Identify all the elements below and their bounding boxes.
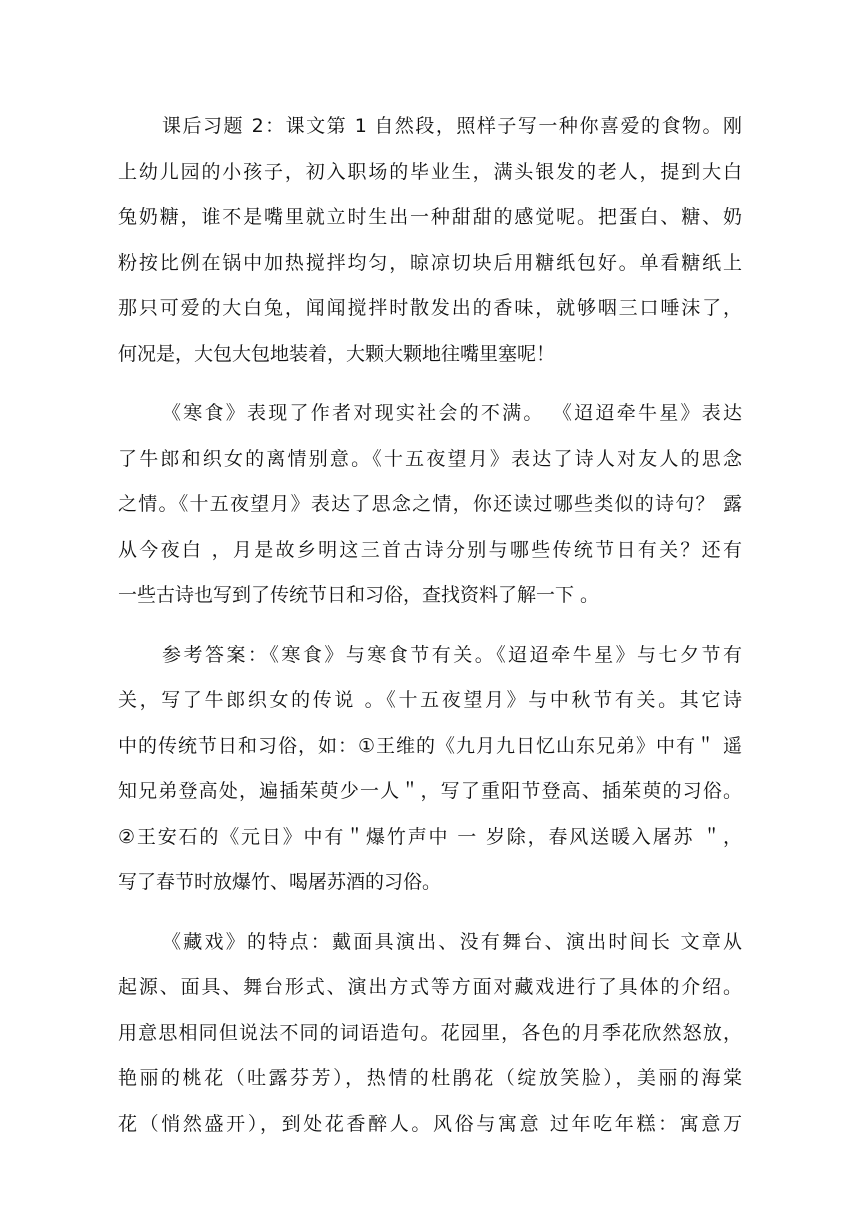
text-line: 了牛郎和织女的离情别意。《十五夜望月》表达了诗人对友人的思念 — [118, 447, 742, 470]
text-line: 从今夜白 ，月是故乡明这三首古诗分别与哪些传统节日有关？还有 — [118, 538, 742, 561]
text-line: 一些古诗也写到了传统节日和习俗，查找资料了解一下 。 — [118, 584, 600, 606]
text-line: 上幼儿园的小孩子，初入职场的毕业生，满头银发的老人，提到大白 — [118, 160, 742, 183]
text-line: 参考答案：《寒食》与寒食节有关。《迢迢牵牛星》与七夕节有 — [162, 643, 742, 666]
text-line: 《藏戏》的特点：戴面具演出、没有舞台、演出时间长 文章从 — [162, 930, 742, 953]
text-line: 课后习题 2：课文第 1 自然段，照样子写一种你喜爱的食物。刚 — [162, 115, 742, 137]
text-line: 用意思相同但说法不同的词语造句。花园里，各色的月季花欣然怒放， — [118, 1021, 742, 1044]
paragraph-ancient-poems — [118, 391, 742, 619]
text-line: 艳丽的桃花（吐露芬芳），热情的杜鹃花（绽放笑脸），美丽的海棠 — [118, 1067, 742, 1089]
text-line: 知兄弟登高处，遍插茱萸少一人＂，写了重阳节登高、插茱萸的习俗。 — [118, 780, 742, 802]
text-line: 之情。《十五夜望月》表达了思念之情，你还读过哪些类似的诗句？ 露 — [118, 493, 742, 515]
text-line: 《寒食》表现了作者对现实社会的不满。 《迢迢牵牛星》表达 — [162, 402, 742, 424]
text-line: 兔奶糖，谁不是嘴里就立时生出一种甜甜的感觉呢。把蛋白、糖、奶 — [118, 206, 742, 228]
document-body — [118, 104, 742, 1161]
text-line: 那只可爱的大白兔，闻闻搅拌时散发出的香味，就够咽三口唾沫了， — [118, 297, 742, 319]
paragraph-tibetan-opera — [118, 920, 742, 1148]
text-line: 何况是，大包大包地装着，大颗大颗地往嘴里塞呢！ — [118, 342, 556, 365]
text-line: ②王安石的《元日》中有＂爆竹声中 一 岁除，春风送暖入屠苏 ＂， — [118, 825, 742, 848]
text-line: 中的传统节日和习俗，如：①王维的《九月九日忆山东兄弟》中有＂ 遥 — [118, 734, 742, 757]
paragraph-food-exercise — [118, 104, 742, 377]
text-line: 起源、面具、舞台形式、演出方式等方面对藏戏进行了具体的介绍。 — [118, 976, 742, 998]
text-line: 写了春节时放爆竹、喝屠苏酒的习俗。 — [118, 871, 442, 893]
paragraph-reference-answer — [118, 633, 742, 906]
text-line: 粉按比例在锅中加热搅拌均匀，晾凉切块后用糖纸包好。单看糖纸上 — [118, 251, 742, 274]
text-line: 关，写了牛郎织女的传说 。《十五夜望月》与中秋节有关。其它诗 — [118, 689, 742, 711]
text-line: 花（悄然盛开），到处花香醉人。风俗与寓意 过年吃年糕：寓意万 — [118, 1112, 742, 1135]
